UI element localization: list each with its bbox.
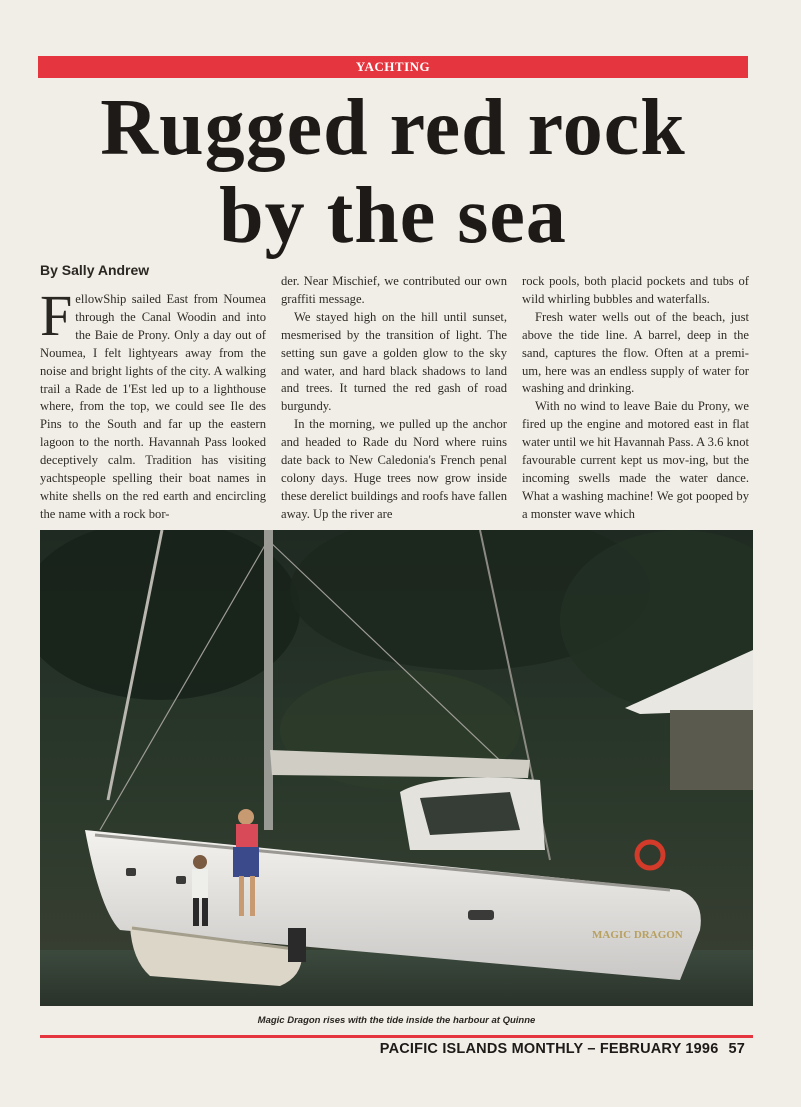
footer-divider [40,1035,753,1038]
article-paragraph: Fresh water wells out of the beach, just above the tide line. A barrel, deep in the sand, captures the flow. Often at a premi-um, here was an endless supply of water for washing and drinking. [522,309,749,396]
article-column-1 [40,283,266,524]
article-column-3 [522,273,749,524]
yacht-photo [40,530,753,1006]
yacht-illustration [40,530,753,1006]
boat-name: MAGIC DRAGON [592,929,683,941]
article-paragraph: der. Near Mischief, we contributed our own graffiti message. [281,274,507,306]
headline-line-2: by the sea [219,172,567,260]
article-paragraph: rock pools, both placid pockets and tubs of wild whirling bubbles and waterfalls. [522,274,749,306]
headline-line-1: Rugged red rock [100,84,686,172]
article-text: ellowShip sailed East from Noumea through the Canal Woodin and into the Baie de Prony. Only a day out of Noumea, I felt lightyears away from the noise and bright lights of the city. A walking trail a Rade de 1'Est led up to a lighthouse where, from the top, we could see Ile des Pins to the South and far up the eastern lagoon to the north. Havannah Pass looked deceptively calm. Tradition has visiting yachtspeople spelling their boat names in white shells on the red earth and encircling the name with a rock bor- [40,292,266,521]
drop-cap: F [40,283,73,348]
page-footer [380,1041,745,1057]
byline: By Sally Andrew [40,262,150,278]
photo-caption: Magic Dragon rises with the tide inside the harbour at Quinne [257,1015,536,1026]
section-label: YACHTING [38,56,748,78]
page-number: 57 [728,1041,745,1057]
article-column-2 [281,273,507,524]
article-paragraph: In the morning, we pulled up the anchor and headed to Rade du Nord where ruins date back to New Caledonia's French penal colony days. Huge trees now grow inside these derelict buildings and roofs have fallen away. Up the river are [281,417,507,521]
publication-line: PACIFIC ISLANDS MONTHLY – FEBRUARY 1996 [379,1041,719,1057]
article-paragraph: With no wind to leave Baie du Prony, we fired up the engine and motored east in flat water until we hit Havannah Pass. A 3.6 knot favourable current kept us mov-ing, but the incoming swells made the water dance. What a washing machine! We got pooped by a monster wave which [522,399,749,521]
article-paragraph [40,283,266,524]
headline [38,84,748,260]
article-paragraph: We stayed high on the hill until sunset, mesmerised by the transition of light. The setting sun gave a golden glow to the sky and water, and hard black shadows to land and trees. It turned the red gash of road burgundy. [281,309,507,414]
